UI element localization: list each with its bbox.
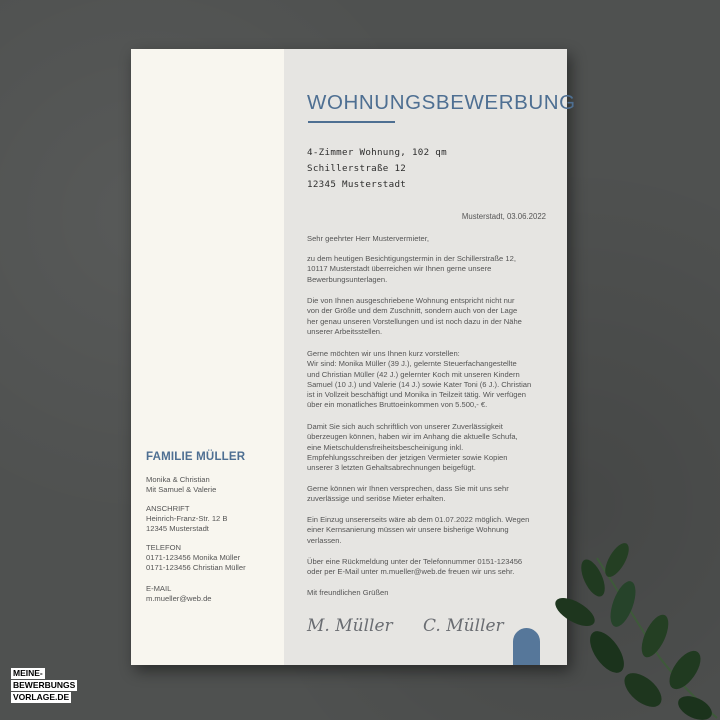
- email-label: E-MAIL: [146, 584, 172, 593]
- letter-title: WOHNUNGSBEWERBUNG: [307, 91, 576, 114]
- address-line-2: 12345 Musterstadt: [146, 524, 209, 533]
- text-line: Wir sind: Monika Müller (39 J.), gelernte Steuerfachangestellte: [307, 359, 517, 369]
- text-line: überzeugen können, haben wir im Anhang die aktuelle Schufa,: [307, 432, 518, 442]
- text-line: oder per E-Mail unter m.mueller@web.de freuen wir uns sehr.: [307, 567, 515, 577]
- address-line-1: Heinrich-Franz-Str. 12 B: [146, 514, 228, 523]
- paragraph: [307, 422, 518, 473]
- address-line: Schillerstraße 12: [307, 163, 407, 174]
- paragraph: [307, 349, 531, 411]
- text-line: Damit Sie sich auch schriftlich von unserer Zuverlässigkeit: [307, 422, 503, 431]
- text-line: von der Größe und dem Zuschnitt, sondern auch von der Lage: [307, 306, 518, 316]
- paragraph: [307, 557, 522, 578]
- members-line-1: Monika & Christian: [146, 475, 210, 484]
- brand-line: BEWERBUNGS: [13, 680, 76, 690]
- text-line: einer Kernsanierung müssen wir unsere bisherige Wohnung: [307, 525, 509, 535]
- text-line: eine Mietschuldensfreiheitsbescheinigung inkl.: [307, 442, 464, 452]
- application-letter: [131, 49, 576, 665]
- text-line: unserer 3 letzten Gehaltsabrechnungen beigefügt.: [307, 463, 476, 473]
- text-line: Empfehlungsschreiben der jetzigen Vermieter sowie Kopien: [307, 452, 508, 462]
- text-line: zuverlässige und seriöse Mieter erhalten.: [307, 494, 446, 504]
- text-line: 10117 Musterstadt überreichen wir Ihnen gerne unsere: [307, 264, 492, 274]
- text-line: Bewerbungsunterlagen.: [307, 274, 388, 284]
- text-line: verlassen.: [307, 535, 342, 545]
- phone-line-2: 0171-123456 Christian Müller: [146, 563, 246, 572]
- signature-monika: M. Müller: [307, 616, 393, 636]
- text-line: über ein monatliches Bruttoeinkommen von 5.500,- €.: [307, 400, 488, 410]
- text-line: her genau unseren Vorstellungen und ist noch dazu in der Nähe: [307, 316, 522, 326]
- address-line: 12345 Musterstadt: [307, 179, 407, 190]
- sidebar: [131, 49, 284, 665]
- closing: Mit freundlichen Grüßen: [307, 588, 389, 597]
- signature-christian: C. Müller: [423, 616, 504, 636]
- email-address: m.mueller@web.de: [146, 594, 212, 603]
- brand-line: MEINE-: [13, 668, 43, 678]
- members-line-2: Mit Samuel & Valerie: [146, 485, 217, 494]
- brand-logo: [11, 668, 77, 704]
- title-underline: [308, 121, 395, 123]
- address-label: ANSCHRIFT: [146, 504, 190, 513]
- property-address: [307, 145, 447, 193]
- text-line: Gerne möchten wir uns Ihnen kurz vorstellen:: [307, 349, 460, 358]
- brand-line: VORLAGE.DE: [13, 692, 70, 702]
- text-line: Samuel (10 J.) und Valerie (14 J.) sowie Kater Toni (6 J.). Christian: [307, 379, 532, 389]
- text-line: unserer Arbeitsstellen.: [307, 326, 383, 336]
- phone-label: TELEFON: [146, 543, 182, 552]
- text-line: Über eine Rückmeldung unter der Telefonnummer 0151-123456: [307, 557, 523, 566]
- eucalyptus-branch-icon: [535, 540, 720, 720]
- salutation: Sehr geehrter Herr Mustervermieter,: [307, 234, 429, 243]
- text-line: Gerne können wir Ihnen versprechen, dass Sie mit uns sehr: [307, 484, 509, 493]
- paragraph: [307, 254, 516, 285]
- address-line: 4-Zimmer Wohnung, 102 qm: [307, 147, 447, 158]
- paragraph: [307, 515, 529, 546]
- text-line: und Christian Müller (42 J.) gelernter Koch mit unseren Kindern: [307, 369, 520, 379]
- paragraph: [307, 484, 509, 505]
- paragraph: [307, 296, 522, 337]
- family-name: FAMILIE MÜLLER: [146, 451, 246, 463]
- text-line: Ein Einzug unsererseits wäre ab dem 01.07.2022 möglich. Wegen: [307, 515, 530, 524]
- text-line: Die von Ihnen ausgeschriebene Wohnung entspricht nicht nur: [307, 296, 515, 305]
- phone-line-1: 0171-123456 Monika Müller: [146, 553, 241, 562]
- text-line: zu dem heutigen Besichtigungstermin in der Schillerstraße 12,: [307, 254, 516, 263]
- letter-date: Musterstadt, 03.06.2022: [461, 212, 546, 221]
- text-line: ist in Vollzeit beschäftigt und Monika in Teilzeit tätig. Wir verfügen: [307, 390, 526, 400]
